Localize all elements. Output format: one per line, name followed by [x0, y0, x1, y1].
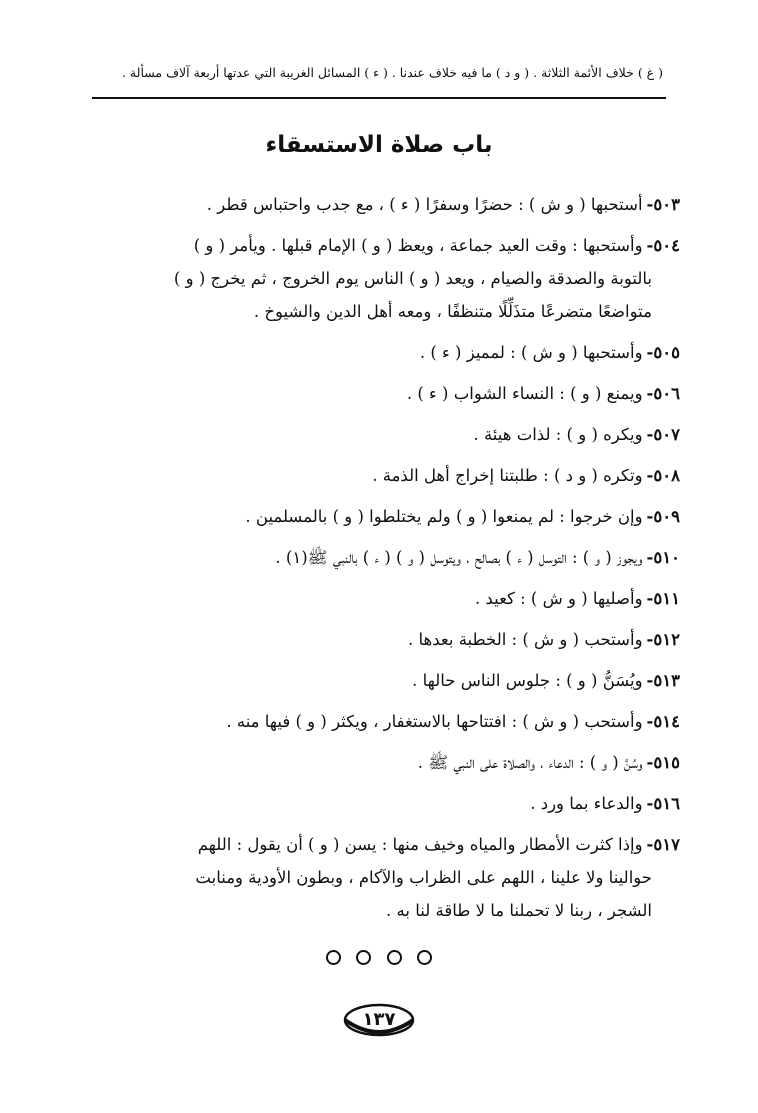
entry-item [85, 459, 680, 492]
entry-text: ويمنع ( و ) : النساء الشواب ( ء ) . [406, 384, 643, 403]
entry-line [85, 188, 680, 221]
entry-text: وسُنَّ ( و ) : الدعاء ، والصلاة على النبي ﷺ . [417, 753, 643, 772]
ornament-circle [326, 950, 341, 965]
page-number-badge [340, 1000, 418, 1040]
entry-line [85, 894, 680, 927]
entry-text: حوالينا ولا علينا ، اللهم على الظراب والآكام ، وبطون الأودية ومنابت [195, 868, 652, 887]
entry-text: وإذا كثرت الأمطار والمياه وخيف منها : يسن ( و ) أن يقول : اللهم [197, 835, 643, 854]
chapter-title: باب صلاة الاستسقاء [265, 132, 493, 158]
entry-line [85, 229, 680, 262]
entry-text: ويكره ( و ) : لذات هيئة . [473, 425, 643, 444]
entry-line [85, 664, 680, 697]
section-end-ornament [0, 950, 758, 969]
entry-line [85, 746, 680, 779]
entry-item [85, 418, 680, 451]
entry-text: أستحبها ( و ش ) : حضرًا وسفرًا ( ء ) ، مع جدب واحتباس قطر . [206, 195, 643, 214]
entry-line [85, 861, 680, 894]
ornament-circle [387, 950, 402, 965]
entry-number: ٥٠٧- [646, 425, 680, 444]
entry-line [85, 623, 680, 656]
entry-number: ٥١٠- [646, 548, 680, 567]
entry-line [85, 828, 680, 861]
entry-line [85, 262, 680, 295]
entry-item [85, 582, 680, 615]
entry-line [85, 705, 680, 738]
entry-text: وأصليها ( و ش ) : كعيد . [474, 589, 643, 608]
entry-line [85, 459, 680, 492]
entry-number: ٥١٥- [646, 753, 680, 772]
entry-line [85, 787, 680, 820]
entry-number: ٥٠٤- [646, 236, 680, 255]
entry-text: متواضعًا متضرعًا متذَلِّلًا متنظفًا ، ومعه أهل الدين والشيوخ . [253, 302, 652, 321]
entry-line [85, 582, 680, 615]
entry-item [85, 541, 680, 574]
entry-number: ٥١١- [646, 589, 680, 608]
entry-number: ٥٠٦- [646, 384, 680, 403]
entry-number: ٥١٦- [646, 794, 680, 813]
entry-line [85, 418, 680, 451]
entry-text: وأستحبها ( و ش ) : لمميز ( ء ) . [419, 343, 643, 362]
entry-number: ٥١٤- [646, 712, 680, 731]
entry-item [85, 377, 680, 410]
entry-line [85, 377, 680, 410]
entries-list [85, 188, 680, 935]
entry-item [85, 336, 680, 369]
entry-text: وأستحب ( و ش ) : الخطبة بعدها . [408, 630, 643, 649]
entry-text: والدعاء بما ورد . [530, 794, 643, 813]
entry-text: وأستحب ( و ش ) : افتتاحها بالاستغفار ، ويكثر ( و ) فيها منه . [226, 712, 643, 731]
entry-text: ويُسَنُّ ( و ) : جلوس الناس حالها . [412, 671, 643, 690]
entry-item [85, 787, 680, 820]
entry-item [85, 664, 680, 697]
entry-line [85, 500, 680, 533]
entry-text: بالتوبة والصدقة والصيام ، ويعد ( و ) الناس يوم الخروج ، ثم يخرج ( و ) [173, 269, 652, 288]
entry-item [85, 746, 680, 779]
entry-text: الشجر ، ربنا لا تحملنا ما لا طاقة لنا به . [386, 901, 652, 920]
entry-text: وإن خرجوا : لم يمنعوا ( و ) ولم يختلطوا ( و ) بالمسلمين . [245, 507, 643, 526]
entry-item [85, 828, 680, 927]
entry-item [85, 188, 680, 221]
entry-number: ٥٠٨- [646, 466, 680, 485]
entry-item [85, 500, 680, 533]
entry-number: ٥٠٩- [646, 507, 680, 526]
entry-text: وتكره ( و د ) : طلبتنا إخراج أهل الذمة . [372, 466, 643, 485]
header-rule [92, 97, 666, 99]
entry-number: ٥١٢- [646, 630, 680, 649]
entry-text: وأستحبها : وقت العيد جماعة ، ويعظ ( و ) الإمام قبلها . ويأمر ( و ) [193, 236, 643, 255]
page-number: ١٣٧ [362, 1009, 396, 1030]
entry-item [85, 229, 680, 328]
entry-line [85, 295, 680, 328]
entry-item [85, 623, 680, 656]
ornament-circle [417, 950, 432, 965]
ornament-circle [356, 950, 371, 965]
entry-line [85, 541, 680, 574]
entry-number: ٥١٣- [646, 671, 680, 690]
entry-text: ويجوز ( و ) : التوسل ( ء ) بصالح ، ويتوسل ( و ) ( ء ) بالنبي ﷺ(١) . [275, 548, 643, 567]
entry-number: ٥٠٥- [646, 343, 680, 362]
entry-item [85, 705, 680, 738]
entry-number: ٥١٧- [646, 835, 680, 854]
entry-line [85, 336, 680, 369]
running-header: ( غ ) خلاف الأئمة الثلاثة . ( و د ) ما فيه خلاف عندنا . ( ء ) المسائل الغريبة التي عدتها أربعة آلاف مسألة . [121, 65, 663, 80]
entry-number: ٥٠٣- [646, 195, 680, 214]
